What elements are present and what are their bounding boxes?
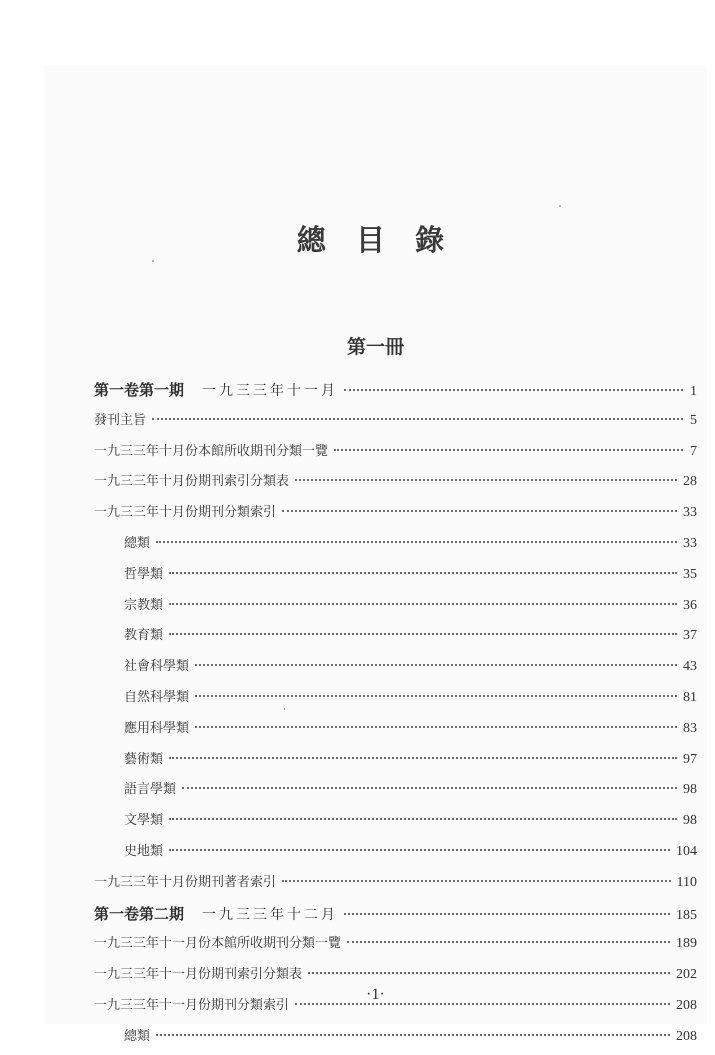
dot-leader [195,695,677,697]
toc-entry-label: 教育類 [124,628,164,644]
toc-entry[interactable] [94,439,697,470]
scan-speck [152,260,154,262]
toc-page-number: 36 [683,597,697,613]
toc-entry-issue[interactable] [94,901,697,932]
dot-leader [308,972,670,974]
dot-leader [334,449,683,451]
page-number-folio: ·1· [366,986,385,1003]
toc-entry-label: 一九三三年十月份期刊分類索引 [94,505,277,521]
toc-subentry[interactable] [94,839,697,870]
toc-subentry[interactable] [94,716,697,747]
toc-page-number: 81 [683,689,697,705]
toc-subentry[interactable] [94,808,697,839]
dot-leader [152,418,683,420]
toc-subentry[interactable] [94,623,697,654]
dot-leader [182,787,677,789]
toc-entry-label: 社會科學類 [124,659,190,675]
toc-entry[interactable] [94,408,697,439]
toc-subentry[interactable] [94,747,697,778]
dot-leader [195,664,677,666]
issue-date: 一九三三年十一月 [202,383,339,399]
toc-page-number: 98 [683,813,697,829]
toc-page-number: 37 [683,628,697,644]
toc-page-number: 43 [683,659,697,675]
dot-leader [156,541,677,543]
toc-page-number: 33 [683,535,697,551]
toc-page-number: 110 [676,874,697,890]
toc-entry-label: 第一卷第二期 一九三三年十二月 [94,904,339,923]
toc-page-number: 35 [683,566,697,582]
toc-subentry[interactable] [94,654,697,685]
toc-entry-label: 一九三三年十月份本館所收期刊分類一覽 [94,443,329,459]
toc-entry-label: 哲學類 [124,566,164,582]
dot-leader [347,941,670,943]
dot-leader [295,479,677,481]
toc-entry-label: 第一卷第一期 一九三三年十一月 [94,381,339,399]
toc-entry[interactable] [94,500,697,531]
toc-entry-label: 藝術類 [124,751,164,767]
toc-subentry[interactable] [94,593,697,624]
toc-entry-label: 史地類 [124,843,164,859]
toc-entry[interactable] [94,931,697,962]
toc-page-number: 5 [690,412,697,428]
dot-leader [344,389,683,391]
table-of-contents [94,377,697,1055]
dot-leader [344,913,670,915]
toc-page-number: 208 [676,997,697,1013]
toc-page-number: 1 [690,384,697,399]
toc-entry-label: 文學類 [124,813,164,829]
toc-subentry[interactable] [94,685,697,716]
toc-entry[interactable] [94,469,697,500]
dot-leader [169,603,677,605]
toc-page-number: 97 [683,751,697,767]
toc-page-number: 104 [676,843,697,859]
dot-leader [169,818,677,820]
dot-leader [169,633,677,635]
toc-entry-label: 一九三三年十月份期刊索引分類表 [94,474,290,490]
dot-leader [169,849,670,851]
toc-page-number: 28 [683,474,697,490]
dot-leader [156,1034,670,1036]
dot-leader [282,880,671,882]
toc-entry[interactable] [94,870,697,901]
toc-entry-label: 總類 [124,1028,151,1044]
dot-leader [169,757,677,759]
toc-entry-label: 自然科學類 [124,689,190,705]
dot-leader [282,510,677,512]
toc-subentry[interactable] [94,777,697,808]
toc-entry-label: 一九三三年十一月份期刊分類索引 [94,997,290,1013]
toc-page-number: 189 [676,936,697,952]
toc-entry-label: 應用科學類 [124,720,190,736]
toc-page-number: 83 [683,720,697,736]
volume-heading: 第一冊 [346,336,404,358]
toc-entry-issue[interactable] [94,377,697,408]
toc-entry-label: 發刊主旨 [94,412,147,428]
toc-page-number: 33 [683,505,697,521]
dot-leader [195,726,677,728]
toc-page-number: 98 [683,782,697,798]
toc-subentry[interactable] [94,531,697,562]
toc-entry-label: 語言學類 [124,782,177,798]
toc-page-number: 202 [676,967,697,983]
toc-entry-label: 總類 [124,535,151,551]
document-page [44,65,707,1044]
toc-subentry[interactable] [94,1024,697,1055]
dot-leader [169,572,677,574]
toc-page-number: 185 [676,907,697,923]
toc-page-number: 7 [690,443,697,459]
scan-speck [559,205,561,207]
toc-entry-label: 一九三三年十月份期刊著者索引 [94,874,277,890]
toc-entry-label: 一九三三年十一月份本館所收期刊分類一覽 [94,936,342,952]
page-title: 總 目 錄 [296,223,455,257]
toc-entry-label: 一九三三年十一月份期刊索引分類表 [94,967,303,983]
toc-page-number: 208 [676,1028,697,1044]
toc-entry-label: 宗教類 [124,597,164,613]
toc-subentry[interactable] [94,562,697,593]
issue-date: 一九三三年十二月 [202,906,339,923]
